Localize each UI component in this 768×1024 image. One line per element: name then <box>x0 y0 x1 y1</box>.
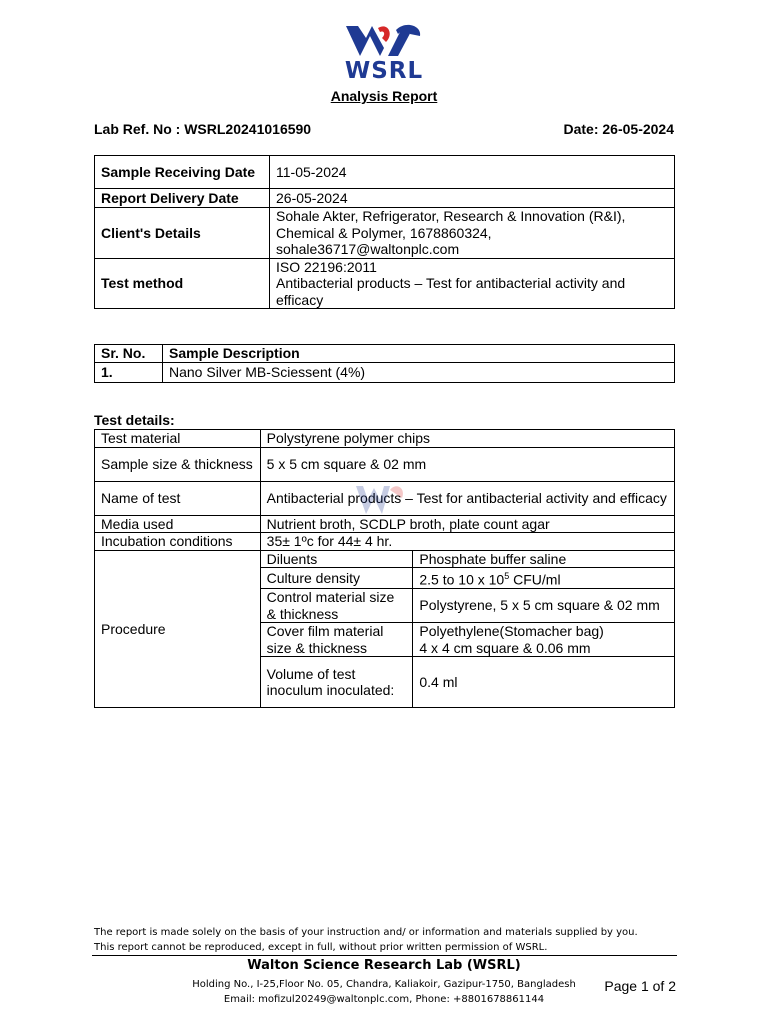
table-row <box>95 363 675 383</box>
value-cell: 5 x 5 cm square & 02 mm <box>260 447 674 481</box>
procedure-key-cell: Control material size & thickness <box>260 589 413 623</box>
page-number: Page 1 of 2 <box>604 978 676 994</box>
report-info-table <box>94 155 675 309</box>
value-cell <box>270 258 675 309</box>
cover-film-size: 4 x 4 cm square & 0.06 mm <box>419 639 591 656</box>
table-row <box>95 258 675 309</box>
logo-mark-icon <box>336 20 432 60</box>
column-header: Sr. No. <box>95 345 163 363</box>
procedure-value-cell: 0.4 ml <box>413 657 675 708</box>
procedure-key-cell: Diluents <box>260 550 413 568</box>
procedure-value-cell: Phosphate buffer saline <box>413 550 675 568</box>
culture-density-prefix: 2.5 to 10 x 10 <box>419 571 505 588</box>
cover-film-material: Polyethylene(Stomacher bag) <box>419 623 604 640</box>
label-cell: Media used <box>95 515 261 533</box>
test-details-table <box>94 429 675 708</box>
watermark-logo-icon <box>350 480 410 520</box>
table-row <box>95 430 675 448</box>
label-cell: Test material <box>95 430 261 448</box>
value-cell: Antibacterial products – Test for antibacterial activity and efficacy <box>260 481 674 515</box>
sr-no-cell: 1. <box>95 363 163 383</box>
test-method-standard: ISO 22196:2011 <box>276 258 377 275</box>
test-method-description: Antibacterial products – Test for antibacterial activity and efficacy <box>276 275 626 308</box>
sample-table <box>94 344 675 383</box>
lab-ref-number: Lab Ref. No : WSRL20241016590 <box>94 121 312 137</box>
label-cell: Name of test <box>95 481 261 515</box>
culture-density-unit: CFU/ml <box>509 571 561 588</box>
contact-line: Email: mofizul20249@waltonplc.com, Phone: +8801678861144 <box>223 994 545 1005</box>
disclaimer <box>94 925 694 955</box>
procedure-key-cell: Culture density <box>260 568 413 589</box>
procedure-value-cell <box>413 623 675 657</box>
table-row <box>95 189 675 208</box>
label-cell: Test method <box>95 258 270 309</box>
address-line: Holding No., I-25,Floor No. 05, Chandra, Kaliakoir, Gazipur-1750, Bangladesh <box>192 979 576 990</box>
procedure-value-cell <box>413 568 675 589</box>
table-row <box>95 447 675 481</box>
label-cell: Sample Receiving Date <box>95 156 270 189</box>
culture-density-exponent: 5 <box>504 571 510 581</box>
footer-divider <box>92 955 677 956</box>
label-cell: Sample size & thickness <box>95 447 261 481</box>
procedure-key-cell: Cover film material size & thickness <box>260 623 413 657</box>
procedure-key-cell: Volume of test inoculum inoculated: <box>260 657 413 708</box>
table-row <box>95 533 675 551</box>
label-cell: Incubation conditions <box>95 533 261 551</box>
sample-description-cell: Nano Silver MB-Sciessent (4%) <box>163 363 675 383</box>
procedure-value-cell: Polystyrene, 5 x 5 cm square & 02 mm <box>413 589 675 623</box>
test-details-heading: Test details: <box>94 412 175 428</box>
procedure-label-cell: Procedure <box>95 550 261 708</box>
disclaimer-line: This report cannot be reproduced, except in full, without prior written permission of WSRL. <box>94 942 548 953</box>
value-cell: Sohale Akter, Refrigerator, Research & Innovation (R&I), Chemical & Polymer, 1678860324, sohale36717@waltonplc.com <box>270 208 675 259</box>
table-header-row <box>95 345 675 363</box>
value-cell: Nutrient broth, SCDLP broth, plate count agar <box>260 515 674 533</box>
value-cell: 26-05-2024 <box>270 189 675 208</box>
label-cell: Client's Details <box>95 208 270 259</box>
table-row <box>95 156 675 189</box>
label-cell: Report Delivery Date <box>95 189 270 208</box>
table-row <box>95 550 675 568</box>
page-title: Analysis Report <box>330 88 438 104</box>
column-header: Sample Description <box>163 345 675 363</box>
disclaimer-line: The report is made solely on the basis of your instruction and/ or information and materials supplied by you. <box>94 927 638 938</box>
wsrl-logo <box>336 20 432 86</box>
logo-text: WSRL <box>344 58 424 84</box>
value-cell: Polystyrene polymer chips <box>260 430 674 448</box>
value-cell: 35± 1ºc for 44± 4 hr. <box>260 533 674 551</box>
report-date: Date: 26-05-2024 <box>563 121 674 137</box>
table-row <box>95 208 675 259</box>
lab-name: Walton Science Research Lab (WSRL) <box>247 958 521 973</box>
value-cell: 11-05-2024 <box>270 156 675 189</box>
